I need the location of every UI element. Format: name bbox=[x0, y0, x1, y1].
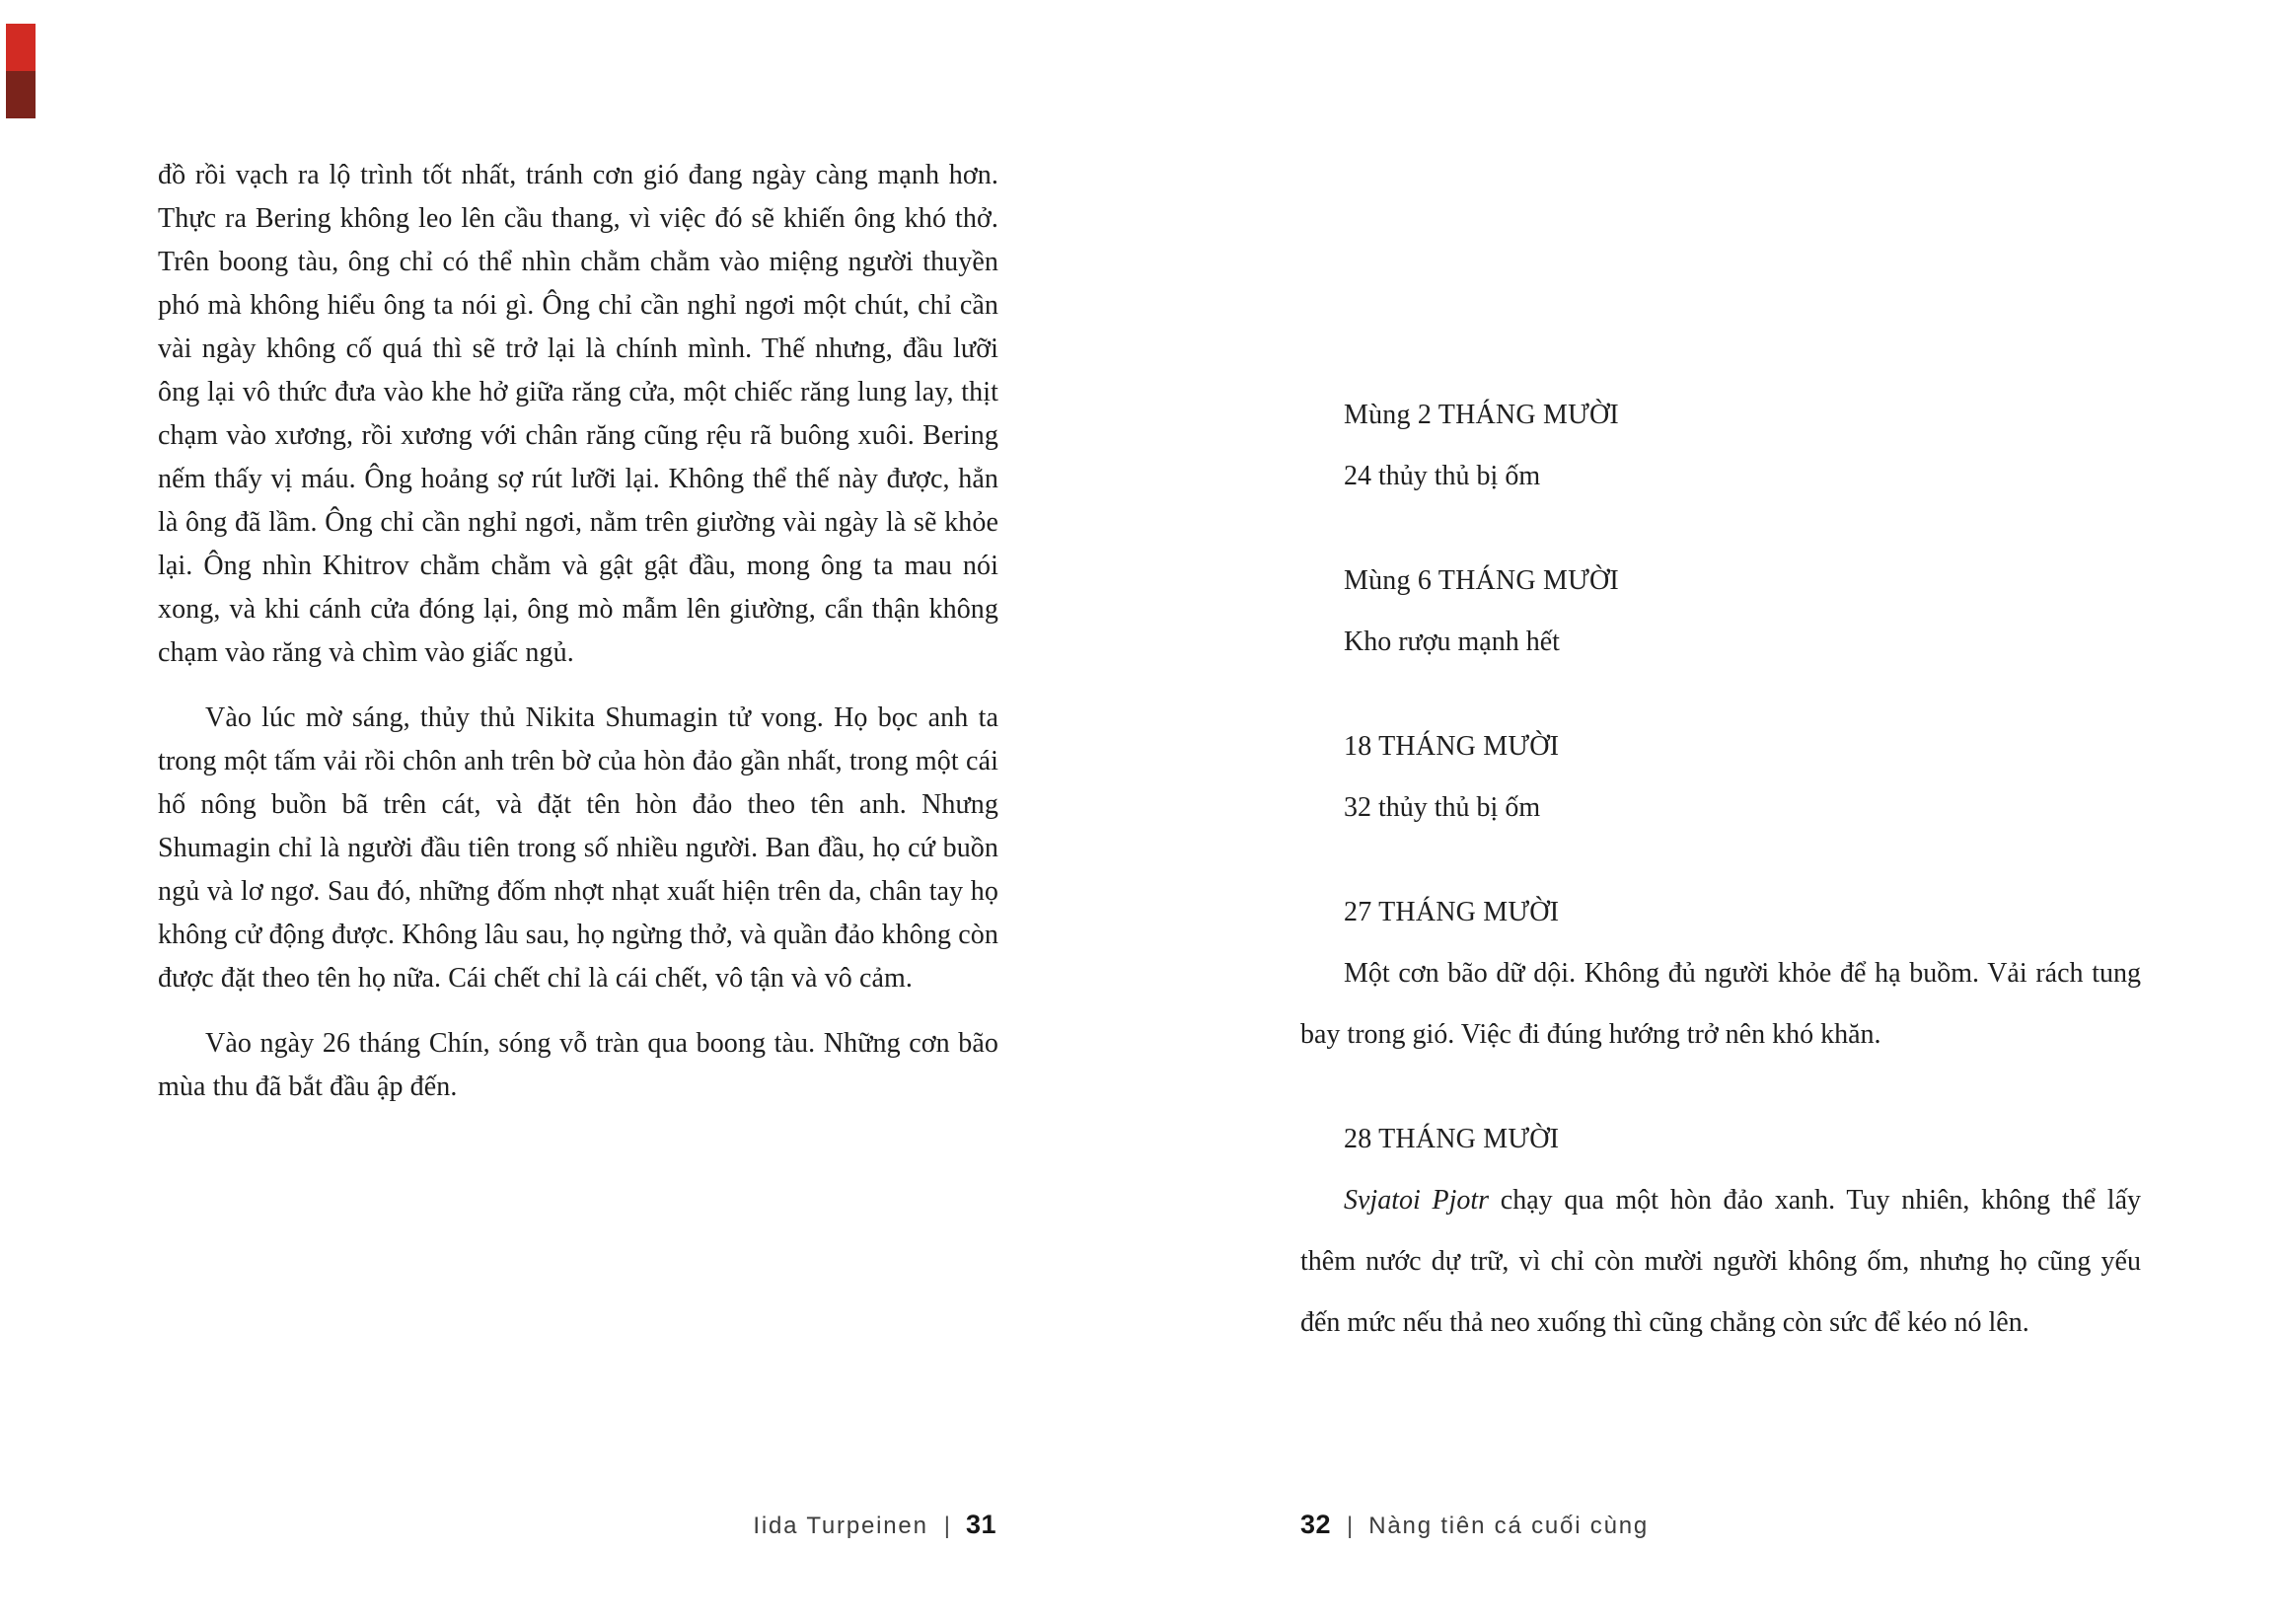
diary-entry-body: 32 thủy thủ bị ốm bbox=[1344, 792, 1541, 823]
footer-divider: | bbox=[1347, 1513, 1354, 1539]
diary-entry-body: 24 thủy thủ bị ốm bbox=[1344, 461, 1541, 491]
body-paragraph: Vào ngày 26 tháng Chín, sóng vỗ tràn qua boong tàu. Những cơn bão mùa thu đã bắt đầu ập đến. bbox=[158, 1028, 998, 1102]
print-color-marks bbox=[6, 24, 36, 118]
ship-name-italic: Svjatoi Pjotr bbox=[1344, 1185, 1490, 1216]
diary-entry bbox=[1300, 716, 2141, 839]
book-title: Nàng tiên cá cuối cùng bbox=[1368, 1513, 1650, 1539]
diary-entry-body-text: chạy qua một hòn đảo xanh. Tuy nhiên, không thể lấy thêm nước dự trữ, vì chỉ còn mười người không ốm, nhưng họ cũng yếu đến mức nếu thả neo xuống thì cũng chẳng còn sức để kéo nó lên. bbox=[1300, 1185, 2142, 1338]
diary-entry-date: 18 THÁNG MƯỜI bbox=[1344, 731, 1560, 762]
right-text-block bbox=[1300, 385, 2141, 1354]
print-mark-dark-red bbox=[6, 71, 36, 118]
right-page-footer bbox=[1300, 1510, 1649, 1540]
diary-entry-body: Một cơn bão dữ dội. Không đủ người khỏe để hạ buồm. Vải rách tung bay trong gió. Việc đi đúng hướng trở nên khó khăn. bbox=[1300, 958, 2141, 1050]
diary-entry bbox=[1300, 1109, 2141, 1354]
author-name: Iida Turpeinen bbox=[753, 1513, 928, 1539]
left-page-footer bbox=[753, 1510, 996, 1540]
body-paragraph: Vào lúc mờ sáng, thủy thủ Nikita Shumagin tử vong. Họ bọc anh ta trong một tấm vải rồi chôn anh trên bờ của hòn đảo gần nhất, trong một cái hố nông buồn bã trên cát, và đặt tên hòn đảo theo tên anh. Nhưng Shumagin chỉ là người đầu tiên trong số nhiều người. Ban đầu, họ cứ buồn ngủ và lơ ngơ. Sau đó, những đốm nhợt nhạt xuất hiện trên da, chân tay họ không cử động được. Không lâu sau, họ ngừng thở, và quần đảo không còn được đặt theo tên họ nữa. Cái chết chỉ là cái chết, vô tận và vô cảm. bbox=[158, 702, 998, 994]
footer-divider: | bbox=[943, 1513, 950, 1539]
diary-entry-date: Mùng 2 THÁNG MƯỜI bbox=[1344, 400, 1619, 430]
diary-entry bbox=[1300, 882, 2141, 1066]
diary-entry-body: Kho rượu mạnh hết bbox=[1344, 627, 1560, 657]
page-number: 31 bbox=[965, 1510, 996, 1539]
diary-entry-date: 27 THÁNG MƯỜI bbox=[1344, 897, 1560, 927]
diary-entry-date: Mùng 6 THÁNG MƯỜI bbox=[1344, 565, 1619, 596]
diary-entry bbox=[1300, 385, 2141, 507]
diary-entry bbox=[1300, 551, 2141, 673]
print-mark-red bbox=[6, 24, 36, 71]
diary-entry-date: 28 THÁNG MƯỜI bbox=[1344, 1124, 1560, 1154]
diary-entry-body bbox=[1300, 1170, 2141, 1354]
body-paragraph: đồ rồi vạch ra lộ trình tốt nhất, tránh cơn gió đang ngày càng mạnh hơn. Thực ra Bering không leo lên cầu thang, vì việc đó sẽ khiến ông khó thở. Trên boong tàu, ông chỉ có thể nhìn chằm chằm vào miệng người thuyền phó mà không hiểu ông ta nói gì. Ông chỉ cần nghỉ ngơi một chút, chỉ cần vài ngày không cố quá thì sẽ trở lại là chính mình. Thế nhưng, đầu lưỡi ông lại vô thức đưa vào khe hở giữa răng cửa, một chiếc răng lung lay, thịt chạm vào xương, rồi xương với chân răng cũng rệu rã buông xuôi. Bering nếm thấy vị máu. Ông hoảng sợ rút lưỡi lại. Không thể thế này được, hẳn là ông đã lầm. Ông chỉ cần nghỉ ngơi, nằm trên giường vài ngày là sẽ khỏe lại. Ông nhìn Khitrov chằm chằm và gật gật đầu, mong ông ta mau nói xong, và khi cánh cửa đóng lại, ông mò mẫm lên giường, cẩn thận không chạm vào răng và chìm vào giấc ngủ. bbox=[158, 160, 998, 668]
page-number: 32 bbox=[1300, 1510, 1332, 1539]
left-text-block bbox=[158, 154, 998, 1131]
